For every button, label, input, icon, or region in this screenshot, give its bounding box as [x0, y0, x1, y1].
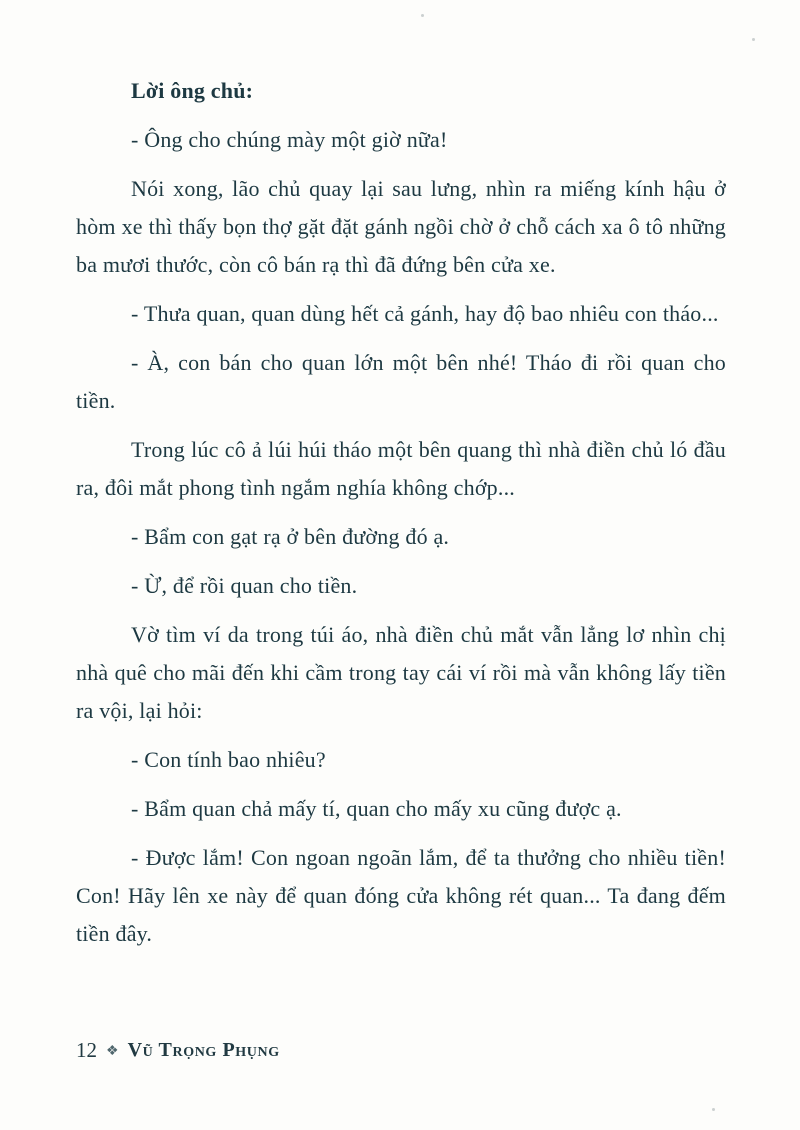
- paragraph: - Thưa quan, quan dùng hết cả gánh, hay độ bao nhiêu con tháo...: [131, 301, 719, 326]
- scan-speck: [752, 38, 755, 41]
- diamond-ornament-icon: ❖: [106, 1044, 119, 1059]
- paragraph: - Ông cho chúng mày một giờ nữa!: [131, 127, 448, 152]
- paragraph: Trong lúc cô ả lúi húi tháo một bên quang thì nhà điền chủ ló đầu ra, đôi mắt phong tình ngắm nghía không chớp...: [76, 437, 726, 500]
- paragraph: Nói xong, lão chủ quay lại sau lưng, nhìn ra miếng kính hậu ở hòm xe thì thấy bọn thợ gặt đặt gánh ngồi chờ ở chỗ cách xa ô tô những ba mươi thước, còn cô bán rạ thì đã đứng bên cửa xe.: [76, 176, 726, 277]
- paragraph: - Bẩm con gạt rạ ở bên đường đó ạ.: [131, 524, 450, 549]
- page-footer: [76, 1038, 280, 1063]
- scan-speck: [712, 1108, 715, 1111]
- paragraph: - Bẩm quan chả mấy tí, quan cho mấy xu cũng được ạ.: [131, 796, 622, 821]
- scan-speck: [421, 14, 424, 17]
- page-number: 12: [76, 1038, 97, 1062]
- paragraph: - Được lắm! Con ngoan ngoãn lắm, để ta thưởng cho nhiều tiền! Con! Hãy lên xe này để quan đóng cửa không rét quan... Ta đang đếm tiền đây.: [76, 845, 726, 946]
- paragraph: - Ừ, để rồi quan cho tiền.: [131, 573, 358, 598]
- paragraph: Vờ tìm ví da trong túi áo, nhà điền chủ mắt vẫn lẳng lơ nhìn chị nhà quê cho mãi đến khi cầm trong tay cái ví rồi mà vẫn không lấy tiền ra vội, lại hỏi:: [76, 622, 726, 723]
- paragraph-speaker-heading: Lời ông chủ:: [131, 78, 254, 103]
- author-name: Vũ Trọng Phụng: [127, 1039, 280, 1061]
- paragraph: - Con tính bao nhiêu?: [131, 747, 326, 772]
- page-content: [76, 72, 726, 964]
- paragraph: - À, con bán cho quan lớn một bên nhé! Tháo đi rồi quan cho tiền.: [76, 350, 726, 413]
